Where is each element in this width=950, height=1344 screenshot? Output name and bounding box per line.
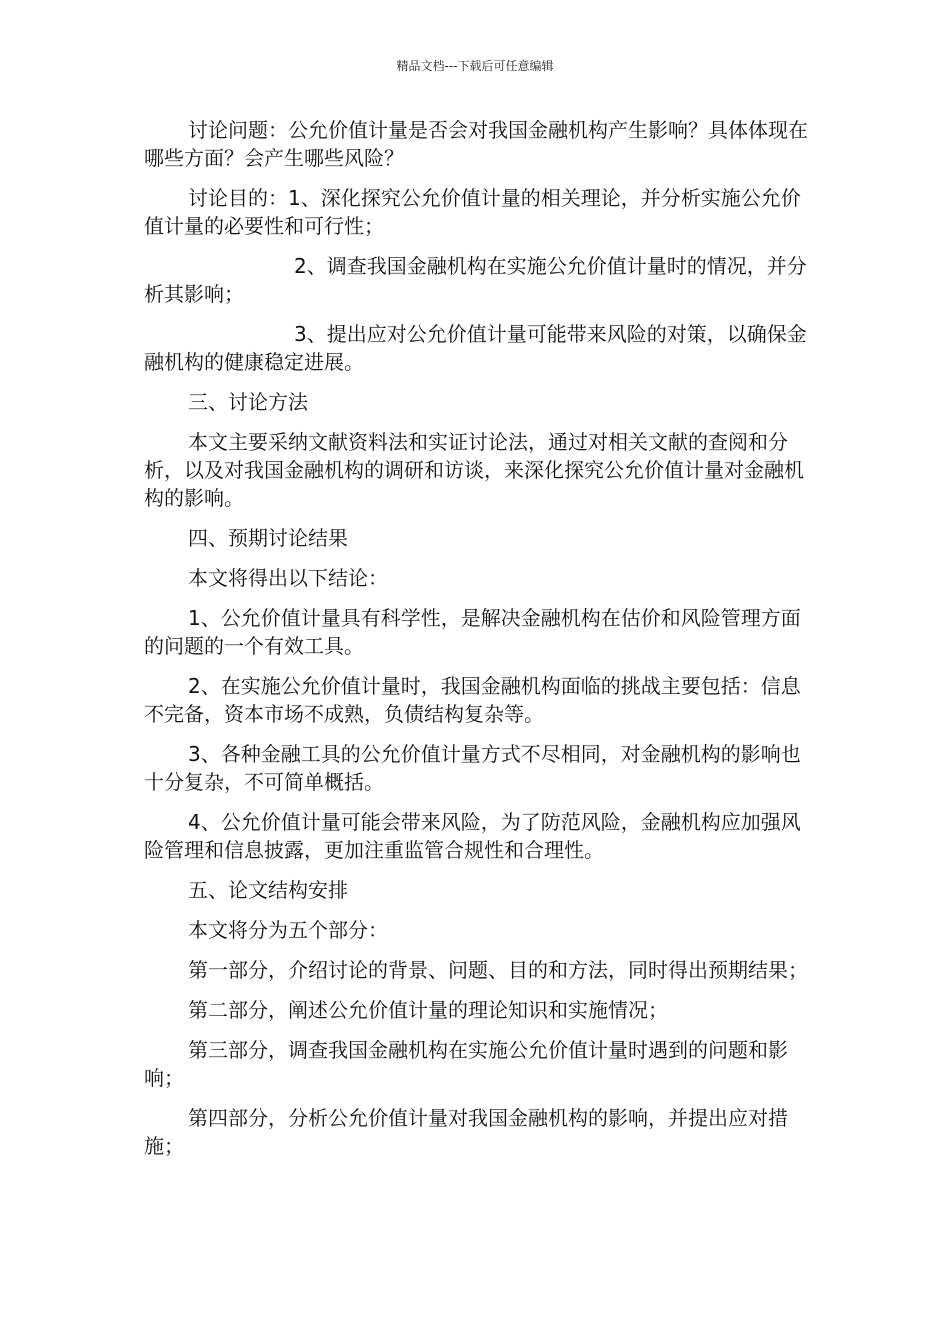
paragraph-purpose-2: 2、调查我国金融机构在实施公允价值计量时的情况，并分析其影响； <box>144 254 807 306</box>
section-heading-structure: 五、论文结构安排 <box>188 878 348 902</box>
paragraph-purpose-1: 讨论目的：1、深化探究公允价值计量的相关理论，并分析实施公允价值计量的必要性和可行性； <box>144 186 801 238</box>
paragraph-structure-intro: 本文将分为五个部分： <box>188 918 388 942</box>
paragraph-part-4: 第四部分，分析公允价值计量对我国金融机构的影响，并提出应对措施； <box>144 1106 788 1158</box>
paragraph-conclusions-intro: 本文将得出以下结论： <box>188 566 388 590</box>
paragraph-part-1: 第一部分，介绍讨论的背景、问题、目的和方法，同时得出预期结果； <box>188 958 808 982</box>
paragraph-question: 讨论问题：公允价值计量是否会对我国金融机构产生影响？具体体现在哪些方面？会产生哪些风险？ <box>144 118 808 170</box>
paragraph-methods: 本文主要采纳文献资料法和实证讨论法，通过对相关文献的查阅和分析，以及对我国金融机构的调研和访谈，来深化探究公允价值计量对金融机构的影响。 <box>144 430 804 510</box>
paragraph-conclusion-4: 4、公允价值计量可能会带来风险，为了防范风险，金融机构应加强风险管理和信息披露，更加注重监管合规性和合理性。 <box>144 810 801 862</box>
paragraph-purpose-3: 3、提出应对公允价值计量可能带来风险的对策，以确保金融机构的健康稳定进展。 <box>144 322 807 374</box>
document-body <box>144 116 808 1172</box>
paragraph-part-2: 第二部分，阐述公允价值计量的理论知识和实施情况； <box>188 998 668 1022</box>
paragraph-conclusion-3: 3、各种金融工具的公允价值计量方式不尽相同，对金融机构的影响也十分复杂，不可简单概括。 <box>144 742 801 794</box>
paragraph-part-3: 第三部分，调查我国金融机构在实施公允价值计量时遇到的问题和影响； <box>144 1038 788 1090</box>
paragraph-conclusion-1: 1、公允价值计量具有科学性，是解决金融机构在估价和风险管理方面的问题的一个有效工具。 <box>144 606 801 658</box>
section-heading-methods: 三、讨论方法 <box>188 390 308 414</box>
paragraph-conclusion-2: 2、在实施公允价值计量时，我国金融机构面临的挑战主要包括：信息不完备，资本市场不成熟，负债结构复杂等。 <box>144 674 801 726</box>
section-heading-expected-results: 四、预期讨论结果 <box>188 526 348 550</box>
page-header: 精品文档---下载后可任意编辑 <box>396 59 554 73</box>
